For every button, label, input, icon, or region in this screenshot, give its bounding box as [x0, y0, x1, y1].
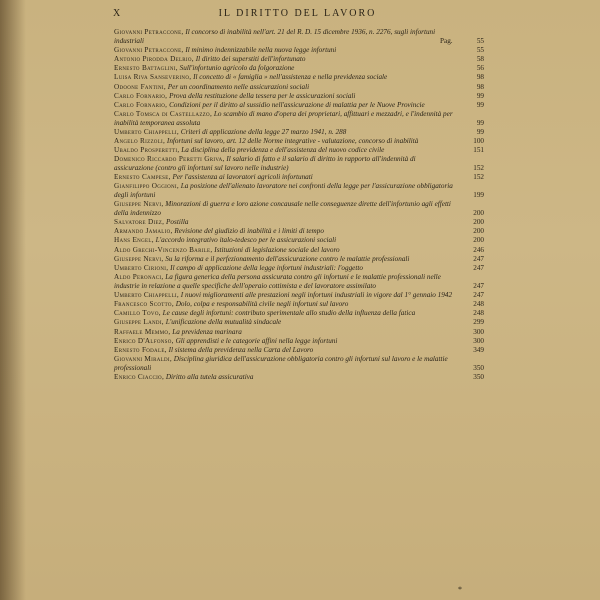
entry-author: Francesco Scotto, — [114, 300, 174, 309]
list-item — [114, 182, 484, 199]
entry-page-number: 248 — [473, 300, 484, 309]
entry-text — [114, 92, 484, 101]
entry-page-number: 200 — [473, 217, 484, 226]
entry-page-number: 99 — [476, 100, 484, 109]
entry-page-number: 99 — [476, 91, 484, 100]
list-item — [114, 173, 484, 182]
entry-text — [114, 300, 484, 309]
entry-text — [114, 73, 484, 82]
entry-author: Giovanni Petraccone, — [114, 28, 184, 36]
entry-title: Il concetto di « famiglia » nell'assistenza e nella previdenza sociale — [193, 73, 388, 82]
entry-title: Istituzioni di legislazione sociale del lavoro — [214, 245, 340, 254]
entry-page-number: 200 — [473, 227, 484, 236]
entry-page-number: 56 — [476, 64, 484, 73]
entry-author: Aldo Peronaci, — [114, 273, 164, 282]
entry-text — [114, 128, 484, 137]
entry-title: Minorazioni di guerra e loro azione concausale nelle conseguenze dirette dell'infortunio agli effetti della indennizzo — [114, 200, 451, 217]
entry-title: Revisione del giudizio di inabilità e i limiti di tempo — [174, 227, 324, 236]
list-item — [114, 73, 484, 82]
entry-text — [114, 200, 484, 217]
entry-title: Lo scambio di mano d'opera dei proprietari, affittuari e mezzadri, e l'indennità per inabilità temporanea assoluta — [114, 110, 453, 127]
entry-author: Carlo Tomsca di Castellazzo, — [114, 110, 213, 119]
list-item — [114, 101, 484, 110]
entry-page-number: 247 — [473, 281, 484, 290]
entry-text — [114, 137, 484, 146]
entry-author: Luisa Riva Sanseverino, — [114, 73, 192, 82]
entry-title: Per l'assistenza ai lavoratori agricoli infortunati — [172, 173, 313, 182]
list-item — [114, 155, 484, 172]
entry-author: Enrico Ciaccio, — [114, 372, 165, 381]
entry-text — [114, 28, 484, 45]
entry-author: Umberto Chiappelli, — [114, 127, 179, 136]
entry-title: La posizione dell'alienato lavoratore nei confronti della legge per l'assicurazione obbligatoria degli infortuni — [114, 182, 453, 199]
entry-title: Disciplina giuridica dell'assicurazione obbligatoria contro gli infortuni sul lavoro e le malattie professionali — [114, 355, 448, 372]
entry-author: Antonio Pirodda Delrio, — [114, 54, 194, 63]
entry-title: Il salario di fatto e il salario di diritto in rapporto all'indennità di assicurazione (contro gli infortuni sul lavoro nelle industrie) — [114, 155, 416, 173]
entry-page-number: 299 — [473, 318, 484, 327]
entry-author: Domenico Riccardo Peretti Griva, — [114, 155, 225, 164]
entry-author: Giuseppe Landi, — [114, 318, 164, 327]
entry-author: Aldo Grechi-Vincenzo Barile, — [114, 245, 213, 254]
page-column-label: Pag. — [440, 36, 453, 45]
list-item — [114, 309, 484, 318]
list-item — [114, 328, 484, 337]
entry-text — [114, 309, 484, 318]
entry-text — [114, 328, 484, 337]
entry-page-number: 300 — [473, 327, 484, 336]
list-item — [114, 355, 484, 372]
entry-author: Gianfilippo Oggioni, — [114, 182, 179, 191]
entry-text — [114, 318, 484, 327]
list-item — [114, 236, 484, 245]
entry-page-number: 200 — [473, 208, 484, 217]
list-item — [114, 55, 484, 64]
entry-text — [114, 146, 484, 155]
entry-text — [114, 101, 484, 110]
entry-author: Armando Jamalio, — [114, 227, 173, 236]
entry-author: Giovanni Petraccone, — [114, 45, 184, 54]
list-item — [114, 28, 484, 45]
entry-page-number: 151 — [473, 146, 484, 155]
entry-title: Infortuni sul lavoro, art. 12 delle Norme integrative - valutazione, concorso di inabilità — [166, 137, 419, 146]
list-item — [114, 318, 484, 327]
entry-author: Ubaldo Prosperetti, — [114, 146, 180, 155]
entry-text — [114, 155, 484, 172]
list-item — [114, 110, 484, 127]
table-of-contents — [114, 28, 484, 382]
page-folio: X — [113, 8, 123, 19]
entry-title: La disciplina della previdenza e dell'assistenza del nuovo codice civile — [181, 146, 385, 155]
entry-title: Su la riforma e il perfezionamento dell'assicurazione contro le malattie professionali — [165, 254, 410, 263]
entry-author: Angelo Rizzoli, — [114, 137, 166, 146]
list-item — [114, 146, 484, 155]
entry-text — [114, 236, 484, 245]
entry-page-number: 152 — [473, 173, 484, 182]
list-item — [114, 291, 484, 300]
entry-author: Salvatore Diez, — [114, 217, 165, 226]
entry-title: Il minimo indennizzabile nella nuova legge infortuni — [185, 45, 337, 54]
entry-page-number: 349 — [473, 346, 484, 354]
list-item — [114, 137, 484, 146]
entry-author: Umberto Cirioni, — [114, 263, 169, 272]
entry-page-number: 350 — [473, 363, 484, 372]
entry-title: Gli apprendisti e le categorie affini nella legge infortuni — [175, 336, 338, 345]
entry-title: L'unificazione della mutualità sindacale — [165, 318, 282, 327]
signature-mark: * — [458, 585, 462, 594]
list-item — [114, 64, 484, 73]
entry-text — [114, 227, 484, 236]
entry-title: Criteri di applicazione della legge 27 marzo 1941, n. 288 — [180, 127, 347, 136]
entry-text — [114, 337, 484, 346]
entry-author: Enrico D'Alfonso, — [114, 336, 174, 345]
running-title: IL DIRITTO DEL LAVORO — [218, 8, 377, 19]
entry-text — [114, 46, 484, 55]
list-item — [114, 300, 484, 309]
entry-page-number: 199 — [473, 191, 484, 199]
entry-page-number: 99 — [476, 118, 484, 127]
list-item — [114, 337, 484, 346]
entry-page-number: 55 — [476, 36, 484, 45]
entry-page-number: 246 — [473, 245, 484, 254]
entry-text — [114, 264, 484, 273]
entry-text — [114, 64, 484, 73]
entry-author: Giuseppe Nervi, — [114, 200, 164, 209]
entry-author: Ernesto Battaglini, — [114, 64, 178, 73]
page-header — [113, 8, 482, 22]
entry-text — [114, 346, 484, 355]
entry-title: Dolo, colpa e responsabilità civile negli infortuni sul lavoro — [175, 300, 349, 309]
entry-page-number: 98 — [476, 82, 484, 91]
entry-author: Ernesto Fodale, — [114, 346, 167, 354]
entry-page-number: 247 — [473, 263, 484, 272]
entry-page-number: 350 — [473, 372, 484, 381]
entry-author: Carlo Fornario, — [114, 100, 168, 109]
entry-title: Il campo di applicazione della legge infortuni industriali: l'oggetto — [170, 263, 363, 272]
list-item — [114, 246, 484, 255]
entry-text — [114, 182, 484, 199]
list-item — [114, 373, 484, 382]
entry-author: Ernesto Campese, — [114, 173, 171, 182]
entry-author: Umberto Chiappelli, — [114, 290, 179, 299]
list-item — [114, 128, 484, 137]
entry-title: Per un coordinamento nelle assicurazioni sociali — [167, 82, 310, 91]
entry-author: Raffaele Memmo, — [114, 327, 171, 336]
entry-page-number: 55 — [476, 45, 484, 54]
entry-author: Giovanni Miraldi, — [114, 355, 172, 364]
list-item — [114, 273, 484, 290]
entry-text — [114, 273, 484, 290]
entry-title: Il concorso di inabilità nell'art. 21 del R. D. 15 dicembre 1936, n. 2276, sugli infortuni industriali — [114, 28, 436, 45]
entry-title: Postilla — [166, 217, 189, 226]
entry-title: I nuovi miglioramenti alle prestazioni negli infortuni industriali in vigore dal 1° gennaio 1942 — [180, 290, 453, 299]
entry-page-number: 58 — [476, 54, 484, 63]
list-item — [114, 346, 484, 355]
entry-page-number: 247 — [473, 290, 484, 299]
list-item — [114, 264, 484, 273]
entry-title: Sull'infortunio agricolo da folgorazione — [179, 64, 295, 73]
entry-page-number: 200 — [473, 236, 484, 245]
list-item — [114, 218, 484, 227]
entry-page-number: 100 — [473, 137, 484, 146]
entry-title: Il diritto dei superstiti dell'infortunato — [195, 54, 306, 63]
entry-text — [114, 246, 484, 255]
entry-title: L'accordo integrativo italo-tedesco per le assicurazioni sociali — [155, 236, 337, 245]
entry-text — [114, 373, 484, 382]
entry-text — [114, 55, 484, 64]
entry-title: La previdenza marinara — [172, 327, 242, 336]
entry-text — [114, 110, 484, 127]
entry-author: Camillo Tovo, — [114, 309, 161, 318]
list-item — [114, 255, 484, 264]
list-item — [114, 227, 484, 236]
list-item — [114, 46, 484, 55]
list-item — [114, 92, 484, 101]
entry-text — [114, 355, 484, 372]
page-gutter-shadow — [0, 0, 26, 600]
entry-title: Le cause degli infortuni: contributo sperimentale allo studio della influenza della fatica — [162, 309, 416, 318]
entry-title: Condizioni per il diritto al sussidio nell'assicurazione di malattia per le Nuove Provincie — [169, 100, 425, 109]
list-item — [114, 83, 484, 92]
entry-page-number: 247 — [473, 254, 484, 263]
entry-page-number: 98 — [476, 73, 484, 82]
entry-title: Il sistema della previdenza nella Carta del Lavoro — [168, 346, 314, 354]
entry-text — [114, 173, 484, 182]
entry-author: Hans Engel, — [114, 236, 154, 245]
entry-page-number: 248 — [473, 309, 484, 318]
entry-title: La figura generica della persona assicurata contro gli infortuni e le malattie professionali nelle industrie in relazione a quelle specifiche dell'operaio cottimista e del lavoratore assimilato — [114, 273, 441, 290]
entry-page-number: 99 — [476, 127, 484, 136]
entry-text — [114, 255, 484, 264]
entry-author: Odoone Fantini, — [114, 82, 166, 91]
entry-page-number: 300 — [473, 336, 484, 345]
entry-title: Diritto alla tutela assicurativa — [165, 372, 254, 381]
entry-text — [114, 83, 484, 92]
list-item — [114, 200, 484, 217]
entry-author: Carlo Fornario, — [114, 91, 168, 100]
entry-title: Prova della restituzione della tessera per le assicurazioni sociali — [169, 91, 356, 100]
entry-text — [114, 291, 484, 300]
entry-page-number: 152 — [473, 164, 484, 173]
entry-text — [114, 218, 484, 227]
entry-author: Giuseppe Nervi, — [114, 254, 164, 263]
